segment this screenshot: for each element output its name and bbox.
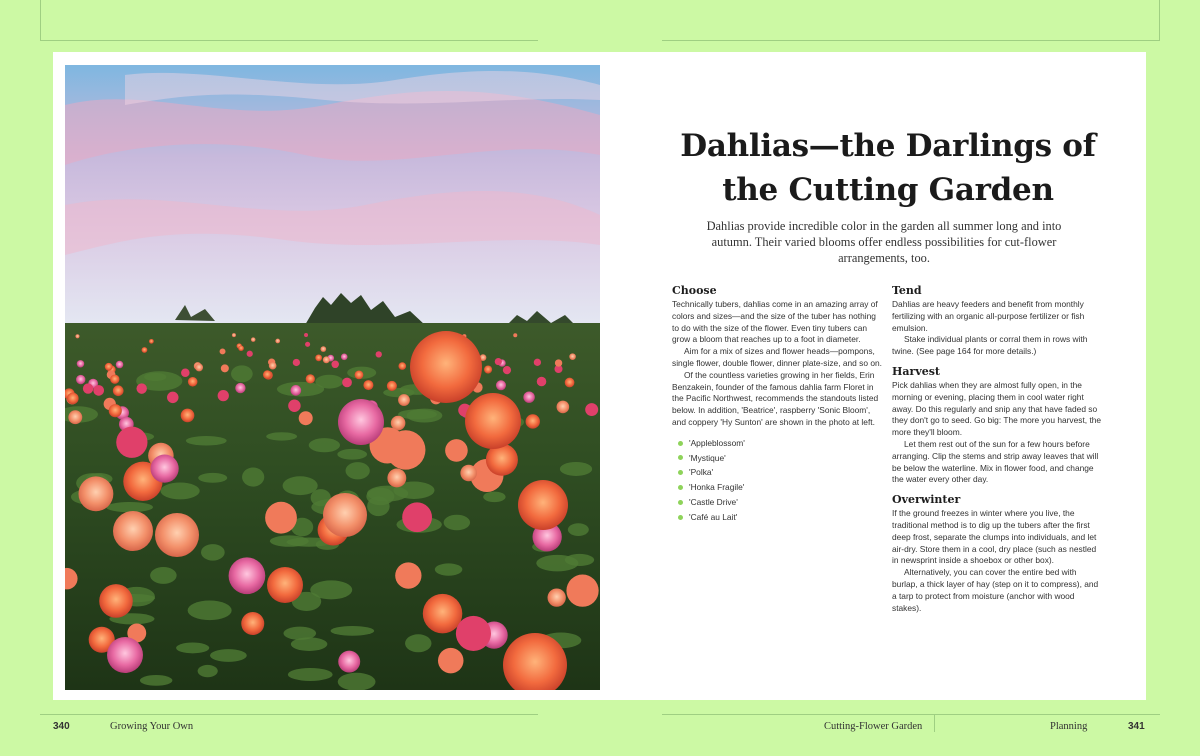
right-margin-rule	[1159, 0, 1160, 40]
heading-harvest: Harvest	[892, 364, 940, 378]
bottom-rule-right	[662, 714, 1160, 715]
dahlia-bloom	[315, 354, 322, 361]
variety-label: 'Appleblossom'	[689, 437, 745, 448]
dahlia-bloom	[305, 342, 310, 347]
dahlia-bloom	[323, 493, 367, 537]
leaf	[210, 649, 247, 662]
dahlia-bloom	[110, 375, 119, 384]
dahlia-bloom	[105, 363, 113, 371]
leaf	[444, 515, 470, 531]
leaf	[188, 601, 232, 621]
dahlia-bloom	[77, 360, 84, 367]
leaf	[176, 643, 209, 654]
dahlia-bloom	[263, 370, 272, 379]
tend-paragraph-1: Dahlias are heavy feeders and benefit from monthly fertilizing with an organic all-purpose fertilizer or fish emulsion.	[892, 299, 1085, 333]
leaf	[266, 432, 297, 440]
column-right	[892, 283, 1102, 620]
leaf	[283, 476, 318, 495]
leaf	[337, 449, 367, 460]
top-rule-right	[662, 40, 1160, 41]
overwinter-paragraph-2: Alternatively, you can cover the entire bed with burlap, a thick layer of hay (step on it to compress), and a tarp to protect from moisture (anchor with wood stakes).	[892, 567, 1099, 613]
heading-overwinter: Overwinter	[892, 493, 961, 507]
dahlia-bloom	[323, 356, 330, 363]
dahlia-bloom	[83, 383, 93, 393]
overwinter-paragraph-1: If the ground freezes in winter where you live, the traditional method is to dig up the tubers after the first deep frost, separate the clumps into individuals, and let air-dry. Store them in a cool, dry place (such as nestled in newsprint inside a shoebox or other box).	[892, 508, 1097, 566]
variety-label: 'Castle Drive'	[689, 496, 738, 507]
dahlia-bloom	[320, 346, 326, 352]
dahlia-bloom	[288, 400, 300, 412]
dahlia-bloom	[251, 337, 256, 342]
leaf	[367, 496, 390, 516]
dahlia-bloom	[78, 476, 113, 511]
dahlia-bloom	[398, 362, 406, 370]
dahlia-bloom	[109, 404, 122, 417]
variety-list	[672, 436, 882, 525]
dahlia-bloom	[235, 383, 245, 393]
dahlia-bloom	[526, 414, 540, 428]
dahlia-bloom	[496, 380, 506, 390]
dahlia-bloom	[304, 333, 308, 337]
leaf	[309, 438, 340, 452]
leaf	[198, 473, 227, 483]
dahlia-bloom	[181, 409, 195, 423]
leaf	[144, 373, 166, 381]
dahlia-bloom	[155, 513, 199, 557]
column-left	[672, 283, 882, 531]
harvest-paragraph-1: Pick dahlias when they are almost fully open, in the morning or evening, placing them in cool water right away. Do this regularly and snip any that have faded so they don't go to seed. Go big: The more you harvest, the more they'll bloom.	[892, 379, 1102, 438]
bullet-icon	[678, 441, 683, 446]
list-item	[672, 495, 882, 510]
dahlia-bloom	[387, 469, 406, 488]
bullet-icon	[678, 485, 683, 490]
dahlia-bloom	[548, 588, 566, 606]
dahlia-bloom	[136, 383, 146, 393]
dahlia-bloom	[338, 651, 360, 673]
dahlia-bloom	[338, 399, 384, 445]
leaf	[150, 567, 177, 584]
leaf	[565, 554, 594, 566]
tend-paragraph-2: Stake individual plants or corral them in rows with twine. (See page 164 for more details.)	[892, 334, 1088, 357]
choose-paragraph-1: Technically tubers, dahlias come in an amazing array of colors and sizes—and the size of the tuber has nothing to do with the size of the flower. Even tiny tubers can grow a bloom that reaches up to a foot in diameter.	[672, 299, 878, 345]
dahlia-bloom	[116, 361, 124, 369]
left-margin-rule	[40, 0, 41, 40]
bullet-icon	[678, 470, 683, 475]
section-tend	[892, 283, 1102, 358]
dahlia-bloom	[293, 359, 300, 366]
leaf	[560, 462, 592, 476]
title-line-2: the Cutting Garden	[722, 172, 1054, 208]
dahlia-bloom	[363, 380, 373, 390]
variety-label: 'Mystique'	[689, 452, 726, 463]
right-running-head-chapter: Cutting-Flower Garden	[824, 721, 923, 732]
leaf	[310, 580, 352, 599]
dahlia-bloom	[557, 401, 570, 414]
footer-divider	[934, 714, 935, 732]
dahlia-bloom	[113, 511, 153, 551]
dahlia-bloom	[116, 427, 147, 458]
book-spread	[53, 52, 1146, 700]
dahlia-bloom	[513, 333, 517, 337]
dahlia-bloom	[456, 616, 491, 651]
dahlia-bloom	[247, 351, 253, 357]
section-harvest	[892, 364, 1102, 486]
dahlia-bloom	[402, 502, 432, 532]
dahlia-bloom	[188, 377, 198, 387]
dahlia-bloom	[387, 381, 397, 391]
heading-choose: Choose	[672, 284, 717, 297]
list-item	[672, 451, 882, 466]
title-line-1: Dahlias—the Darlings of	[680, 128, 1096, 164]
variety-label: 'Polka'	[689, 467, 714, 478]
dahlia-bloom	[534, 359, 541, 366]
dahlia-bloom	[238, 345, 244, 351]
bullet-icon	[678, 455, 683, 460]
dahlia-bloom	[241, 612, 264, 635]
dahlia-bloom	[265, 502, 297, 534]
leaf	[483, 492, 505, 503]
leaf	[435, 563, 463, 575]
dahlia-bloom	[518, 480, 568, 530]
list-item	[672, 510, 882, 525]
section-choose	[672, 283, 882, 525]
leaf	[106, 502, 153, 512]
dahlia-bloom	[438, 648, 464, 674]
article-title	[643, 124, 1133, 212]
leaf	[291, 637, 327, 651]
leaf	[338, 673, 376, 690]
leaf	[242, 467, 264, 486]
choose-paragraph-2: Aim for a mix of sizes and flower heads—pompons, single flower, double flower, dinner plate-size, and so on.	[672, 346, 882, 368]
dahlia-bloom	[142, 347, 148, 353]
leaf	[140, 675, 172, 686]
dahlia-bloom	[275, 339, 280, 344]
list-item	[672, 480, 882, 495]
left-page-number: 340	[53, 721, 70, 732]
dahlia-bloom	[465, 393, 521, 449]
dahlia-bloom	[555, 359, 562, 366]
dahlia-bloom	[267, 567, 303, 603]
dahlia-bloom	[376, 351, 382, 357]
top-rule-left	[40, 40, 538, 41]
dahlia-bloom	[423, 594, 462, 633]
dahlia-bloom	[232, 333, 236, 337]
leaf	[231, 365, 253, 382]
choose-paragraph-3: Of the countless varieties growing in her fields, Erin Benzakein, founder of the famous dahlia farm Floret in the Pacific Northwest, recommends the standouts listed below. In addition, 'Beatrice', raspberry 'Sonic Bloom', and coppery 'Hy Sunton' are shown in the photo at left.	[672, 369, 879, 427]
heading-tend: Tend	[892, 284, 922, 297]
dahlia-bloom	[341, 354, 348, 361]
dahlia-bloom	[386, 430, 425, 469]
dahlia-bloom	[565, 378, 575, 388]
leaf	[383, 388, 414, 397]
dahlia-bloom	[398, 394, 410, 406]
dahlia-bloom	[149, 339, 154, 344]
dahlia-bloom	[221, 364, 229, 372]
dahlia-bloom	[269, 362, 277, 370]
leaf	[331, 626, 375, 636]
dahlia-bloom	[484, 365, 492, 373]
list-item	[672, 465, 882, 480]
dahlia-bloom	[495, 358, 502, 365]
variety-label: 'Café au Lait'	[689, 511, 738, 522]
dahlia-bloom	[291, 385, 302, 396]
dahlia-bloom	[93, 385, 104, 396]
dahlia-bloom	[503, 366, 511, 374]
leaf	[201, 544, 225, 561]
dahlia-bloom	[67, 393, 79, 405]
leaf	[198, 665, 218, 677]
dahlia-bloom	[75, 334, 79, 338]
bullet-icon	[678, 515, 683, 520]
dahlia-bloom	[395, 562, 421, 588]
dahlia-bloom	[410, 331, 482, 403]
dahlia-bloom	[523, 391, 534, 402]
article-dek: Dahlias provide incredible color in the garden all summer long and into autumn. Their varied blooms offer endless possibilities for cut-flower arrangements, too.	[706, 219, 1062, 265]
dahlia-bloom	[99, 584, 133, 618]
dahlia-bloom	[229, 557, 266, 594]
dahlia-bloom	[167, 392, 178, 403]
harvest-paragraph-2: Let them rest out of the sun for a few hours before arranging. Clip the stems and strip away leaves that will be below the waterline. Mix in flower food, and change the water every other day.	[892, 438, 1099, 485]
leaf	[346, 462, 370, 479]
dahlia-bloom	[181, 368, 190, 377]
leaf	[568, 523, 589, 536]
dahlia-bloom	[107, 637, 143, 673]
dahlia-bloom	[306, 374, 315, 383]
dahlia-bloom	[566, 575, 598, 607]
dahlia-bloom	[355, 370, 364, 379]
dahlia-bloom	[76, 375, 85, 384]
left-running-head: Growing Your Own	[110, 721, 194, 732]
leaf	[288, 668, 333, 681]
dahlia-field-photo	[65, 65, 600, 690]
dahlia-bloom	[150, 454, 178, 482]
leaf	[161, 483, 200, 500]
leaf	[405, 634, 431, 652]
dahlia-bloom	[218, 390, 229, 401]
dahlia-bloom	[445, 439, 468, 462]
dahlia-bloom	[195, 363, 203, 371]
list-item	[672, 436, 882, 451]
section-overwinter	[892, 492, 1102, 614]
dahlia-bloom	[569, 353, 576, 360]
right-running-head-section: Planning	[1050, 721, 1088, 732]
dahlia-bloom	[585, 403, 598, 416]
dahlia-bloom	[460, 465, 477, 482]
dahlia-bloom	[342, 378, 352, 388]
leaf	[398, 409, 437, 419]
bullet-icon	[678, 500, 683, 505]
leaf	[186, 436, 227, 446]
right-page-number: 341	[1128, 721, 1145, 732]
dahlia-bloom	[537, 377, 547, 387]
dahlia-bloom	[68, 410, 82, 424]
dahlia-bloom	[331, 361, 339, 369]
dahlia-bloom	[220, 348, 226, 354]
bottom-rule-left	[40, 714, 538, 715]
variety-label: 'Honka Fragile'	[689, 482, 745, 493]
dahlia-bloom	[299, 411, 313, 425]
dahlia-bloom	[113, 385, 124, 396]
